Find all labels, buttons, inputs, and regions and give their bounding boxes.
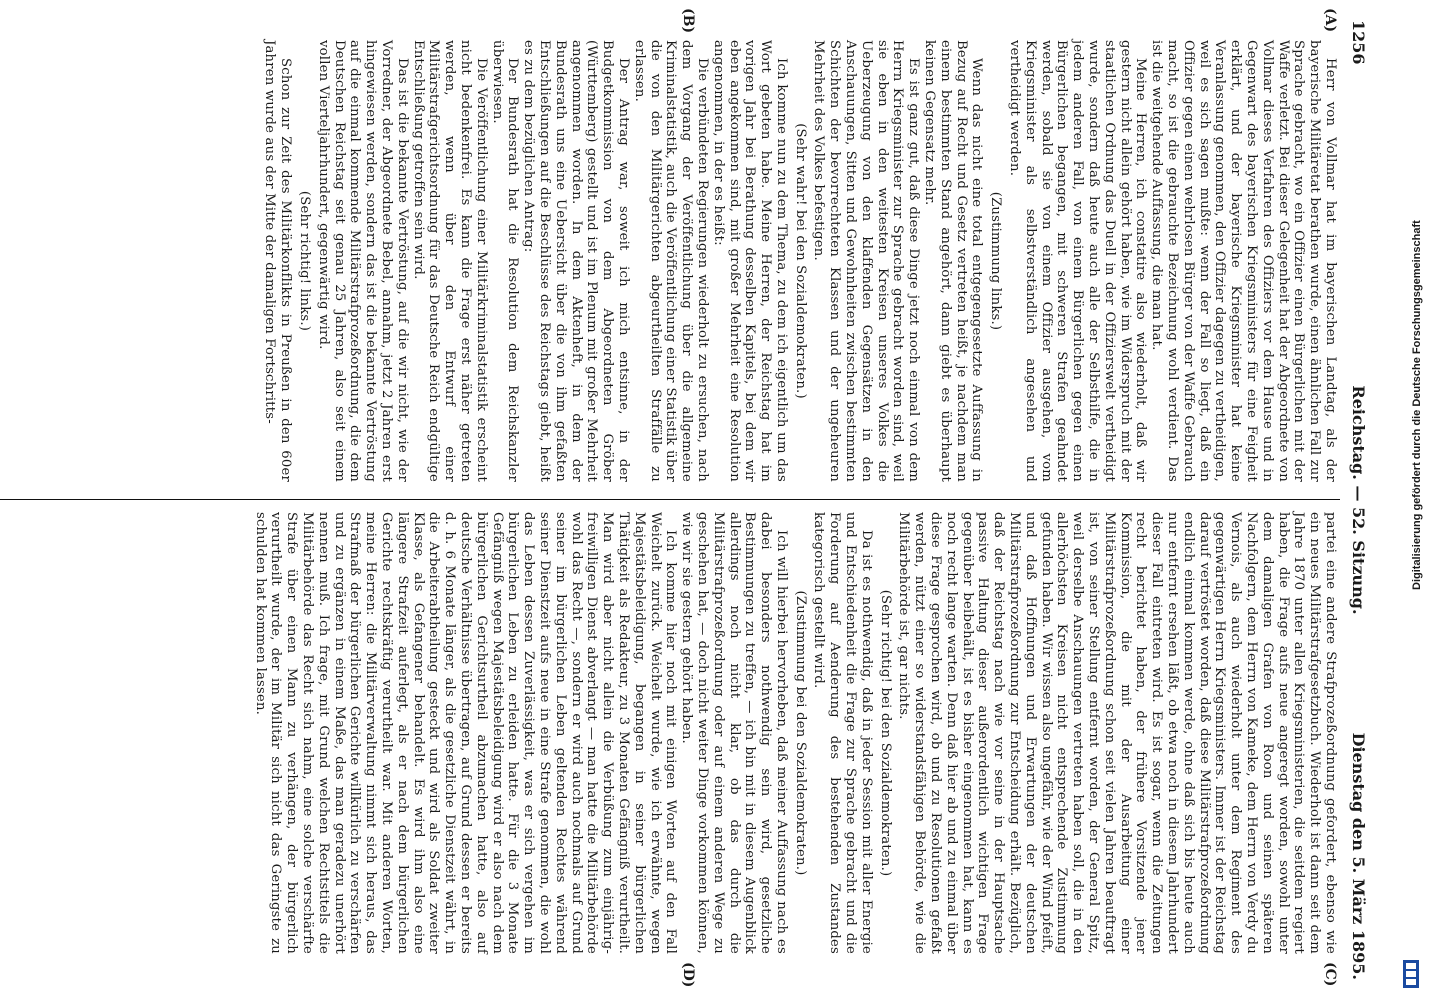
section-marker-a: (A)	[1322, 8, 1338, 33]
quoted-resolution: Der Bundesrath hat die Resolution dem Reichskanzler überwiesen.	[489, 40, 521, 482]
header-title: Reichstag. — 52. Sitzung.	[1349, 385, 1368, 615]
quoted-resolution: Die verbündeten Regierungen wiederholt zu ersuchen, nach dem Vorgang der Veröffentlichung über die allgemeine Kriminalstatistik, auch die Veröffentlichung einer Statistik über die von den Militärgerichten abgeurtheilten Straffälle zu erlassen.	[631, 40, 710, 482]
page-number: 1256	[1349, 20, 1368, 65]
header-date: Dienstag den 5. März 1895.	[1349, 732, 1368, 980]
paragraph: Das ist die bekannte Vertröstung, auf die wir nicht, wie der Vorredner, der Abgeordnete Bebel, annahm, jetzt 2 Jahren erst hingewiesen werden, sondern das ist die bekannte Vertröstung auf die einmal kommende Militärstrafprozeßordnung, die dem Deutschen Reichstag seit genau 25 Jahren, also seit einem vollen Vierteljahrhundert, gegenwärtig wird.	[315, 40, 410, 482]
section-marker-c: (C)	[1322, 962, 1338, 987]
audience-reaction: (Sehr richtig! bei den Sozialdemokraten.)	[877, 589, 893, 877]
paragraph: Schon zur Zeit des Militärkonflikts in Preußen in den 60er Jahren wurde aus der Mitte der damaligen Fortschritts-	[262, 40, 294, 482]
paragraph: Meine Herren, ich constatire also wiederholt, daß wir gestern nicht allein gehört haben, wie im Widerspruch mit der staatlichen Ordnung das Duell in der Offizierswelt vertheidigt wurde, sondern daß heute auch alle der Selbsthilfe, die in jedem anderen Fall, von einem Bürgerlichen gegen einen Bürgerlichen begangen, mit schweren Strafen geahndet werden, sobald sie von einem Offizier ausgehen, vom Kriegsminister als selbstverständlich angesehen und vertheidigt werden.	[1007, 40, 1149, 482]
audience-reaction: (Zustimmung bei den Sozialdemokraten.)	[792, 590, 808, 876]
paragraph: Ich komme nun zu dem Thema, zu dem ich eigentlich um das Wort gebeten habe. Meine Herren, der Reichstag hat im vorigen Jahr bei Berathung desselben Kapitels, bei dem wir eben angekommen sind, mit großer Mehrheit eine Resolution angenommen, in der es heißt:	[710, 40, 789, 482]
page-header	[1340, 20, 1374, 980]
right-column	[20, 512, 1338, 954]
paragraph: Herr von Vollmar hat im bayerischen Landtag, als der bayerische Militäretat berathen wurde, einen ähnlichen Fall zur Sprache gebracht, wo ein Offizier einen Bürgerlichen mit der Waffe verletzt. Bei dieser Gelegenheit hat der Abgeordnete von Vollmar dieses Verfahren des Offiziers vor dem Hause und in Gegenwart des bayerischen Kriegsministers für eine Feigheit erklärt, und der bayerische Kriegsminister hat keine Veranlassung genommen, den Offizier dagegen zu vertheidigen, weil es sich sagen mußte: wenn der Fall so liegt, daß ein Offizier gegen einen wehrlosen Bürger von der Waffe Gebrauch macht, so ist die gebrauchte Bezeichnung wohl verdient. Das ist die weitgehende Auffassung, die man hat.	[1149, 40, 1338, 482]
paragraph: Wenn das nicht eine total entgegengesetzte Auffassung in Bezug auf Recht und Gesetz vertreten heißt, je nachdem man einem bestimmten Stand angehört, dann giebt es überhaupt keinen Gegensatz mehr.	[922, 40, 985, 482]
section-marker-b: (B)	[680, 8, 696, 34]
audience-reaction: (Sehr wahr! bei den Sozialdemokraten.)	[792, 123, 808, 399]
paragraph: Der Antrag war, soweit ich mich entsinne, in der Budgetkommission von dem Abgeordneten Gröber (Württemberg) gestellt und ist im Plenum mit großer Mehrheit angenommen worden. In dem Aktenheft, in dem der Bundesrath uns eine Uebersicht über die von ihm gefaßten Entschließungen auf die Beschlüsse des Reichstags giebt, heißt es zu dem bezüglichen Antrag:	[521, 40, 631, 482]
audience-reaction: (Zustimmung links.)	[988, 191, 1004, 331]
funding-credit: Digitalisierung gefördert durch die Deutsche Forschungsgemeinschaft	[1411, 220, 1423, 590]
digitization-margin	[1390, 0, 1432, 1000]
column-divider	[0, 499, 1340, 500]
paragraph: Es ist ganz gut, daß diese Dinge jetzt noch einmal von dem Herrn Kriegsminister zur Sprache gebracht worden sind, weil sie eben in den weitesten Kreisen unseres Volkes die Ueberzeugung von den klaffenden Gegensätzen in den Anschauungen, Sitten und Gewohnheiten zwischen bestimmten Schichten der bevorrechteten Klassen und der ungeheuren Mehrheit des Volkes befestigen.	[811, 40, 922, 482]
section-marker-d: (D)	[680, 962, 696, 988]
paragraph: Ich will hierbei hervorheben, daß meiner Auffassung nach es dabei besonders nothwendig sein wird, gesetzliche Bestimmungen zu treffen, — ich bin mit in diesem Augenblick allerdings noch nicht klar, ob das durch die Militärstrafprozeßordnung oder auf einem anderen Wege zu geschehen hat, — doch nicht weiter Dinge vorkommen können, wie wir sie gestern gehört haben.	[679, 512, 789, 954]
dfg-logo-icon	[1403, 960, 1419, 988]
paragraph: partei eine andere Strafprozeßordnung gefordert, ebenso wie ein neues Militärstrafgesetzbuch. Wiederholt ist dann seit dem Jahre 1870 unter allen Kriegsministerien, die seitdem regiert haben, die Frage aufs neue angeregt worden, sowohl unter dem damaligen Grafen von Roon und seinen späteren Nachfolgern, dem Herrn von Kameke, dem Herrn von Verdy du Vernois, als auch wiederholt unter dem Regiment des gegenwärtigen Herrn Kriegsministers. Immer ist der Reichstag darauf vertröstet worden, daß diese Militärstrafprozeßordnung endlich einmal kommen werde, ohne daß sich bis heute auch nur entfernt ersehen läßt, ob etwa noch in diesem Jahrhundert dieser Fall eintreten wird. Es ist sogar, wenn die Zeitungen recht berichtet haben, der frühere Vorsitzende jener Kommission, die mit der Ausarbeitung einer Militärstrafprozeßordnung schon seit vielen Jahren beauftragt ist, von seiner Stellung entfernt worden, der General Spitz, weil derselbe Anschauungen vertreten haben soll, die in den allerhöchsten Kreisen nicht entsprechende Zustimmung gefunden haben. Wir wissen also ungefähr, wie der Wind pfeift, und daß Hoffnungen und Erwartungen der deutschen Militärstrafprozeßordnung zur Entscheidung erhält. Bezüglich, daß der Reichstag nach wie vor seine in der Hauptsache passive Haltung dieser außerordentlich wichtigen Frage gegenüber beibehält, ist es bisher eingenommen hat, kann es noch recht lange warten. Denn daß hier ab und zu einmal über diese Frage gesprochen wird, ob und zu Resolutionen gefaßt werden, nützt einer so widerstandsfähigen Behörde, wie die Militärbehörde ist, gar nichts.	[896, 512, 1338, 954]
paragraph: Da ist es nothwendig, daß in jeder Session mit aller Energie und Entschiedenheit die Frage zur Sprache gebracht und die Forderung auf Aenderung des bestehenden Zustandes kategorisch gestellt wird.	[811, 512, 874, 954]
paragraph: Ich komme hier noch mit einigen Worten auf den Fall Weichelt zurück. Weichelt wurde, wie ich erwähnte, wegen Majestätsbeleidigung, begangen in seiner bürgerlichen Thätigkeit als Redakteur, zu 3 Monaten Gefängniß verurtheilt. Man wird aber nicht allein die Verbüßung zum einjährig-freiwilligen Dienst abverlangt — man hatte die Militärbehörde wohl das Recht —, sondern er wird auch nochmals auf Grund seiner im bürgerlichen Leben geltenden Rechtes während seiner Dienstzeit aufs neue in eine Strafe genommen, die wohl das Leben dessen Zuverlässigkeit, was er sich vergehen im bürgerlichen Leben zu erleiden hatte. Für die 3 Monate Gefängniß wegen Majestätsbeleidigung wird er also nach dem bürgerlichen Gerichtsurtheil abzumachen hatte, also auf deutsche Verhältnisse übertragen, auf Grund dessen er bereits d. h. 6 Monate länger, als die gesetzliche Dienstzeit währt, in die Arbeiterabtheilung gesteckt und wird als Soldat zweiter Klasse, als Gefangener behandelt. Es wird ihm also eine längere Strafzeit auferlegt, als er nach dem bürgerlichen Gerichte rechtskräftig verurtheilt war. Mit anderen Worten, meine Herren: die Militärverwaltung nimmt sich heraus, das Strafmaß der bürgerlichen Gerichte willkürlich zu verschärfen und zu ergänzen in einem Maße, das man geradezu unerhört nennen muß. Ich frage, mit Grund welchen Rechtstitels die Militärbehörde das Recht sich nahm, eine solche verschärfte Strafe über einen Mann zu verhängen, der bürgerlich verurtheilt wurde, der im Militär sich nicht das Geringste zu schulden hat kommen lassen.	[252, 512, 679, 954]
audience-reaction: (Sehr richtig! links.)	[297, 190, 312, 332]
quoted-resolution: Die Veröffentlichung einer Militärkriminalstatistik erscheint nicht bedenkenfrei. Es kann die Frage erst näher getreten werden, wenn über den Entwurf einer Militärstrafgerichtsordnung für das Deutsche Reich endgültige Entschließung getroffen sein wird.	[410, 40, 489, 482]
left-column	[20, 40, 1338, 482]
